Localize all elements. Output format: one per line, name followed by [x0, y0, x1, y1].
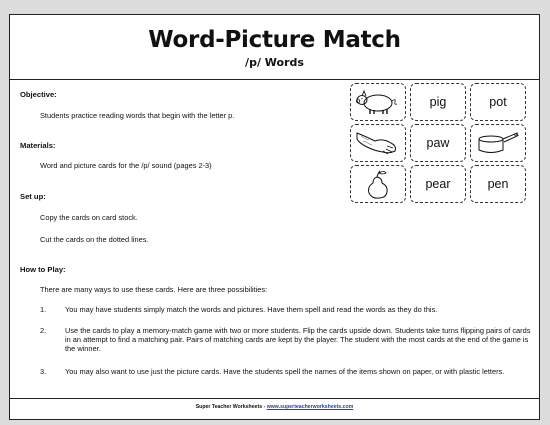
item-text-1: You may have students simply match the words and pictures. Have them spell and read the words as they do this. — [65, 305, 438, 314]
card-word-label: pear — [425, 177, 451, 191]
item-text-2: Use the cards to play a memory-match game with two or more students. Flip the cards upside down. Students take turns flipping pairs of cards in an attempt to find a matching pair. Pairs of matching cards are kept by the player. The student with the most cards at the end of the game is the winner. — [65, 326, 531, 353]
setup-line-2: Cut the cards on the dotted lines. — [40, 235, 149, 244]
footer-site-name: Super Teacher Worksheets — [195, 404, 263, 410]
setup-heading: Set up: — [20, 192, 46, 201]
card-word-label: paw — [426, 136, 450, 150]
pear-icon — [353, 168, 403, 200]
header-divider — [10, 79, 539, 80]
card-word-pot — [470, 83, 526, 121]
objective-text: Students practice reading words that begin with the letter p. — [40, 111, 235, 120]
card-word-label: pot — [489, 95, 507, 109]
materials-heading: Materials: — [20, 141, 56, 150]
card-word-label: pen — [487, 177, 509, 191]
page-subtitle: /p/ Words — [245, 56, 304, 69]
footer-divider — [10, 398, 539, 399]
footer — [10, 404, 539, 410]
item-number-3: 3. — [40, 367, 47, 376]
how-to-play-intro: There are many ways to use these cards. Here are three possibilities: — [40, 285, 268, 294]
paw-icon — [353, 127, 403, 159]
card-word-pen — [470, 165, 526, 203]
card-word-pear — [410, 165, 466, 203]
card-pear-picture — [350, 165, 406, 203]
footer-separator: - — [262, 404, 267, 410]
footer-url-link[interactable]: www.superteacherworksheets.com — [266, 404, 354, 410]
item-number-2: 2. — [40, 326, 47, 335]
setup-line-1: Copy the cards on card stock. — [40, 213, 138, 222]
card-word-pig — [410, 83, 466, 121]
card-word-label: pig — [429, 95, 447, 109]
pig-icon — [353, 86, 403, 118]
worksheet-page — [9, 14, 540, 420]
card-word-paw — [410, 124, 466, 162]
pot-icon — [473, 127, 523, 159]
how-to-play-heading: How to Play: — [20, 265, 66, 274]
card-pig-picture — [350, 83, 406, 121]
card-paw-picture — [350, 124, 406, 162]
materials-text: Word and picture cards for the /p/ sound (pages 2-3) — [40, 161, 212, 170]
item-number-1: 1. — [40, 305, 47, 314]
card-pot-picture — [470, 124, 526, 162]
objective-heading: Objective: — [20, 90, 57, 99]
item-text-3: You may also want to use just the picture cards. Have the students spell the names of the items shown on paper, or with plastic letters. — [65, 367, 505, 376]
page-title: Word-Picture Match — [148, 27, 401, 53]
